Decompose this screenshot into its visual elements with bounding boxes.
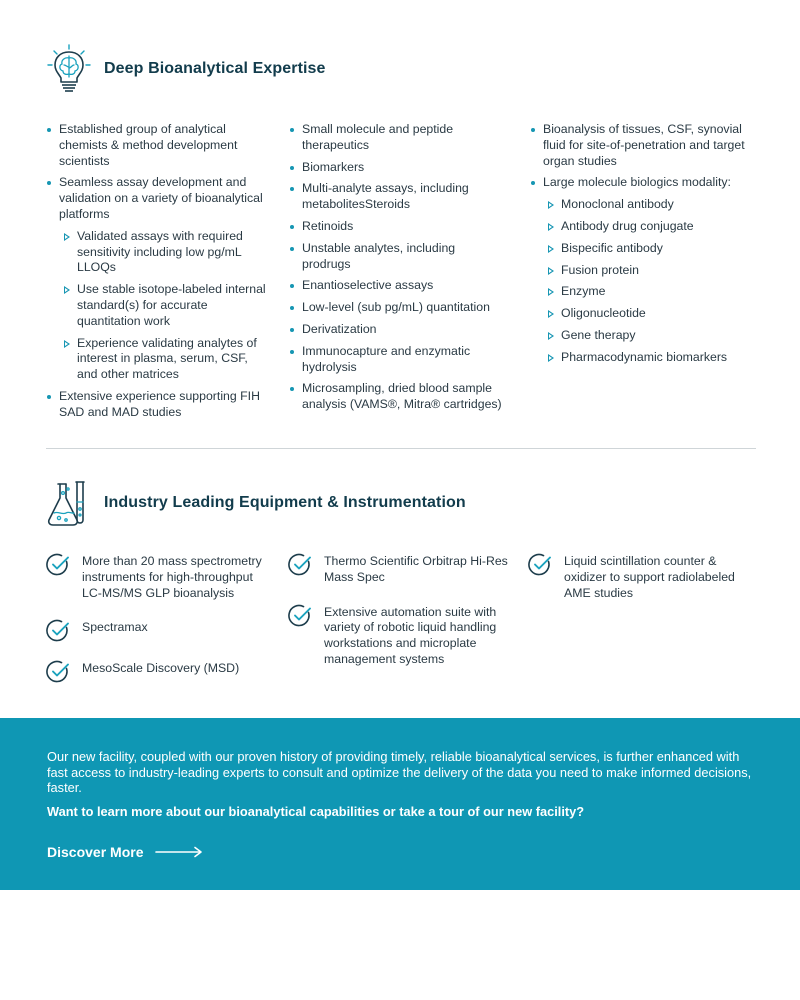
list-item: Enantioselective assays — [289, 278, 504, 294]
list-item: Established group of analytical chemists & method development scientists — [46, 122, 271, 169]
list-item: Multi-analyte assays, including metabolitesSteroids — [289, 181, 504, 213]
sub-list-item: Gene therapy — [548, 328, 760, 344]
section-divider — [46, 448, 756, 449]
discover-more-label: Discover More — [47, 844, 144, 860]
list-item: Unstable analytes, including prodrugs — [289, 241, 504, 273]
sub-list-item: Monoclonal antibody — [548, 197, 760, 213]
list-item: Biomarkers — [289, 160, 504, 176]
cta-banner — [0, 718, 800, 890]
check-circle-icon — [46, 660, 70, 684]
list-item: Seamless assay development and validation on a variety of bioanalytical platforms Validated assays with required sensitivity including low pg/mL LLOQs Use stable isotope-labeled internal standard(s) for accurate quantitation work Experience validating analytes of interest in plasma, serum, CSF, and other matrices — [46, 175, 271, 383]
sub-list-item: Pharmacodynamic biomarkers — [548, 350, 760, 366]
equipment-column-3 — [528, 552, 758, 618]
equipment-column-2 — [288, 552, 508, 685]
sub-list-item: Validated assays with required sensitivity including low pg/mL LLOQs — [64, 229, 271, 276]
banner-body: Our new facility, coupled with our proven history of providing timely, reliable bioanalytical services, is further enhanced with fast access to industry-leading experts to consult and optimize the delivery of the data you need to make informed decisions, faster. — [47, 749, 752, 795]
check-circle-icon — [288, 553, 312, 577]
sub-list — [64, 229, 271, 383]
sub-list-item: Enzyme — [548, 284, 760, 300]
list-item: Bioanalysis of tissues, CSF, synovial fluid for site-of-penetration and target organ studies — [530, 122, 760, 169]
list-item: Derivatization — [289, 322, 504, 338]
list-item: Extensive automation suite with variety of robotic liquid handling workstations and microplate management systems — [288, 603, 508, 668]
discover-more-link[interactable] — [47, 844, 203, 860]
equipment-column-1 — [46, 552, 271, 700]
list-item: Spectramax — [46, 618, 271, 642]
expertise-column-2 — [289, 122, 504, 419]
check-circle-icon — [46, 619, 70, 643]
list-item: Low-level (sub pg/mL) quantitation — [289, 300, 504, 316]
check-circle-icon — [46, 553, 70, 577]
list-item: Immunocapture and enzymatic hydrolysis — [289, 344, 504, 376]
sub-list-item: Antibody drug conjugate — [548, 219, 760, 235]
list-item: Extensive experience supporting FIH SAD and MAD studies — [46, 389, 271, 421]
check-circle-icon — [288, 604, 312, 628]
list-item: MesoScale Discovery (MSD) — [46, 659, 271, 683]
arrow-right-icon — [155, 846, 203, 858]
expertise-title: Deep Bioanalytical Expertise — [104, 60, 326, 77]
sub-list-item: Oligonucleotide — [548, 306, 760, 322]
expertise-column-3 — [530, 122, 760, 372]
sub-list — [548, 197, 760, 365]
check-circle-icon — [528, 553, 552, 577]
list-item: Large molecule biologics modality: Monoclonal antibody Antibody drug conjugate Bispecific antibody Fusion protein Enzyme Oligonucleotide Gene therapy Pharmacodynamic biomarkers — [530, 175, 760, 365]
expertise-column-1 — [46, 122, 271, 427]
lab-flask-icon — [46, 478, 92, 528]
equipment-title: Industry Leading Equipment & Instrumentation — [104, 494, 466, 511]
sub-list-item: Fusion protein — [548, 263, 760, 279]
list-item: Thermo Scientific Orbitrap Hi-Res Mass Spec — [288, 552, 508, 586]
list-item: Liquid scintillation counter & oxidizer to support radiolabeled AME studies — [528, 552, 758, 601]
equipment-header — [46, 478, 466, 528]
brain-lightbulb-icon — [46, 44, 92, 94]
sub-list-item: Bispecific antibody — [548, 241, 760, 257]
list-item: Small molecule and peptide therapeutics — [289, 122, 504, 154]
sub-list-item: Use stable isotope-labeled internal standard(s) for accurate quantitation work — [64, 282, 271, 329]
sub-list-item: Experience validating analytes of interest in plasma, serum, CSF, and other matrices — [64, 336, 271, 383]
banner-question: Want to learn more about our bioanalytical capabilities or take a tour of our new facility? — [47, 804, 585, 819]
list-item: Retinoids — [289, 219, 504, 235]
list-item: More than 20 mass spectrometry instruments for high-throughput LC-MS/MS GLP bioanalysis — [46, 552, 271, 601]
expertise-header — [46, 44, 326, 94]
list-item: Microsampling, dried blood sample analysis (VAMS®, Mitra® cartridges) — [289, 381, 504, 413]
